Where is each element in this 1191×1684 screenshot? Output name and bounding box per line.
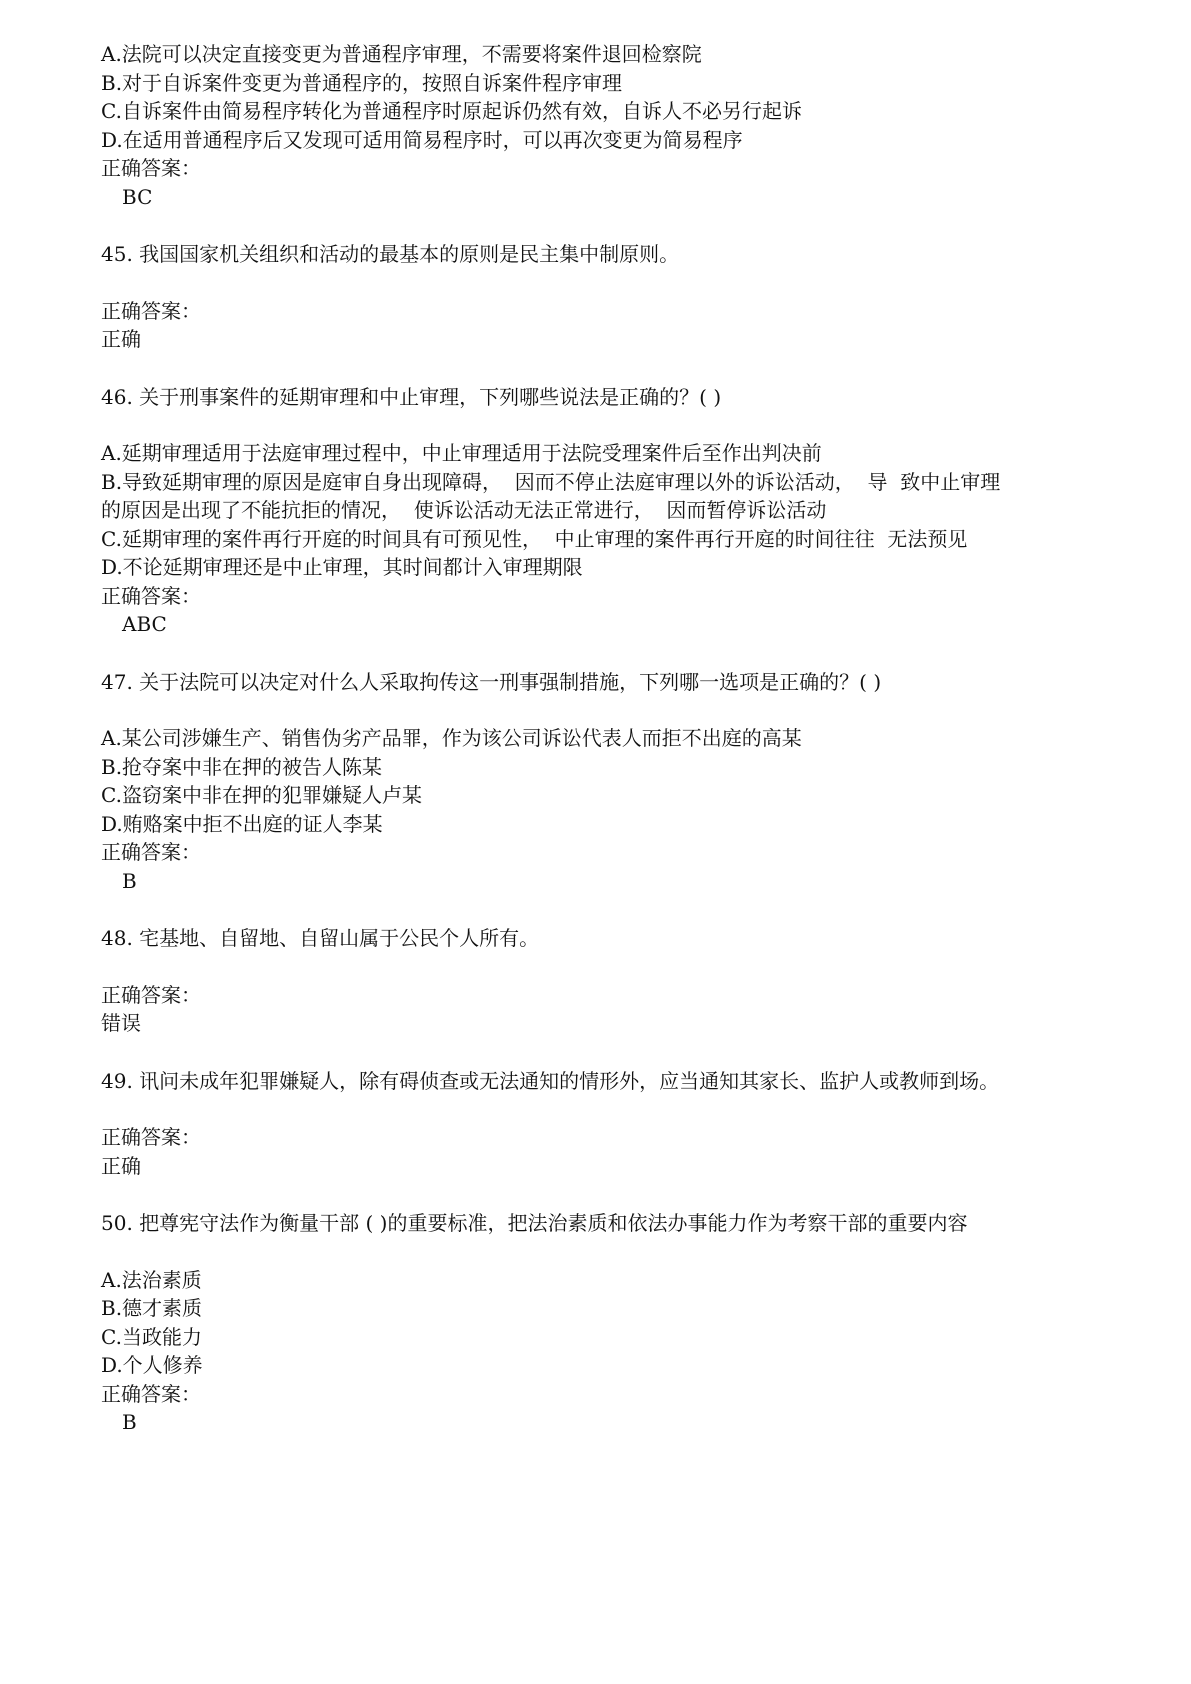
q45-answer-label: 正确答案： <box>101 298 201 323</box>
q49-answer-label: 正确答案： <box>101 1125 201 1149</box>
q50-option-d: D.个人修养 <box>101 1353 203 1377</box>
spacer <box>101 211 1101 240</box>
q44-option-c: C.自诉案件由简易程序转化为普通程序时原起诉仍然有效，自诉人不必另行起诉 <box>101 99 802 123</box>
q48-stem: 48. 宅基地、自留地、自留山属于公民个人所有。 <box>101 926 540 950</box>
question-45 <box>101 240 1101 354</box>
question-47 <box>101 668 1101 896</box>
q47-stem: 47. 关于法院可以决定对什么人采取拘传这一刑事强制措施，下列哪一选项是正确的？( ) <box>101 669 882 694</box>
q47-answer: B <box>122 868 137 893</box>
q46-option-b-cont: 的原因是出现了不能抗拒的情况， 使诉讼活动无法正常进行， 因而暂停诉讼活动 <box>101 498 827 522</box>
q44-option-a: A.法院可以决定直接变更为普通程序审理，不需要将案件退回检察院 <box>101 42 702 66</box>
spacer <box>101 696 1101 724</box>
q47-answer-label: 正确答案： <box>101 840 201 864</box>
q45-stem: 45. 我国国家机关组织和活动的最基本的原则是民主集中制原则。 <box>101 242 680 266</box>
q50-answer: B <box>122 1410 137 1434</box>
spacer <box>101 1038 1101 1067</box>
q48-answer-label: 正确答案： <box>101 982 201 1007</box>
spacer <box>101 895 1101 924</box>
q44-option-b: B.对于自诉案件变更为普通程序的，按照自诉案件程序审理 <box>101 70 623 95</box>
q47-option-b: B.抢夺案中非在押的被告人陈某 <box>101 754 383 779</box>
q50-answer-label: 正确答案： <box>101 1381 201 1406</box>
spacer <box>101 953 1101 981</box>
spacer <box>101 1238 1101 1266</box>
q50-option-c: C.当政能力 <box>101 1324 202 1349</box>
q47-option-d: D.贿赂案中拒不出庭的证人李某 <box>101 811 383 836</box>
q50-stem: 50. 把尊宪守法作为衡量干部 ( )的重要标准，把法治素质和依法办事能力作为考察干部的重要内容 <box>101 1211 968 1235</box>
spacer <box>101 354 1101 383</box>
q46-option-b: B.导致延期审理的原因是庭审自身出现障碍， 因而不停止法庭审理以外的诉讼活动， 导 致中止审理 <box>101 469 1001 494</box>
q45-answer: 正确 <box>101 327 141 351</box>
question-46 <box>101 383 1101 639</box>
spacer <box>101 269 1101 297</box>
q49-stem: 49. 讯问未成年犯罪嫌疑人，除有碍侦查或无法通知的情形外，应当通知其家长、监护人或教师到场。 <box>101 1068 1000 1093</box>
question-48 <box>101 924 1101 1038</box>
q46-answer: ABC <box>122 612 167 636</box>
spacer <box>101 411 1101 439</box>
q46-option-a: A.延期审理适用于法庭审理过程中，中止审理适用于法院受理案件后至作出判决前 <box>101 441 822 465</box>
q48-answer: 错误 <box>101 1011 141 1035</box>
q49-answer: 正确 <box>101 1153 141 1178</box>
document-content <box>101 40 1101 1437</box>
q46-option-c: C.延期审理的案件再行开庭的时间具有可预见性， 中止审理的案件再行开庭的时间往往 无法预见 <box>101 526 968 551</box>
q44-option-d: D.在适用普通程序后又发现可适用简易程序时，可以再次变更为简易程序 <box>101 127 743 152</box>
question-44 <box>101 40 1101 211</box>
spacer <box>101 1095 1101 1123</box>
q50-option-b: B.德才素质 <box>101 1296 203 1320</box>
q50-option-a: A.法治素质 <box>101 1267 202 1292</box>
spacer <box>101 639 1101 668</box>
q47-option-c: C.盗窃案中非在押的犯罪嫌疑人卢某 <box>101 783 422 807</box>
q44-answer-label: 正确答案： <box>101 156 201 180</box>
question-49 <box>101 1067 1101 1181</box>
q46-stem: 46. 关于刑事案件的延期审理和中止审理，下列哪些说法是正确的？( ) <box>101 384 722 409</box>
q44-answer: BC <box>122 184 153 209</box>
q46-answer-label: 正确答案： <box>101 583 201 608</box>
q46-option-d: D.不论延期审理还是中止审理，其时间都计入审理期限 <box>101 555 583 579</box>
q47-option-a: A.某公司涉嫌生产、销售伪劣产品罪，作为该公司诉讼代表人而拒不出庭的高某 <box>101 726 802 750</box>
spacer <box>101 1180 1101 1209</box>
question-50 <box>101 1209 1101 1437</box>
